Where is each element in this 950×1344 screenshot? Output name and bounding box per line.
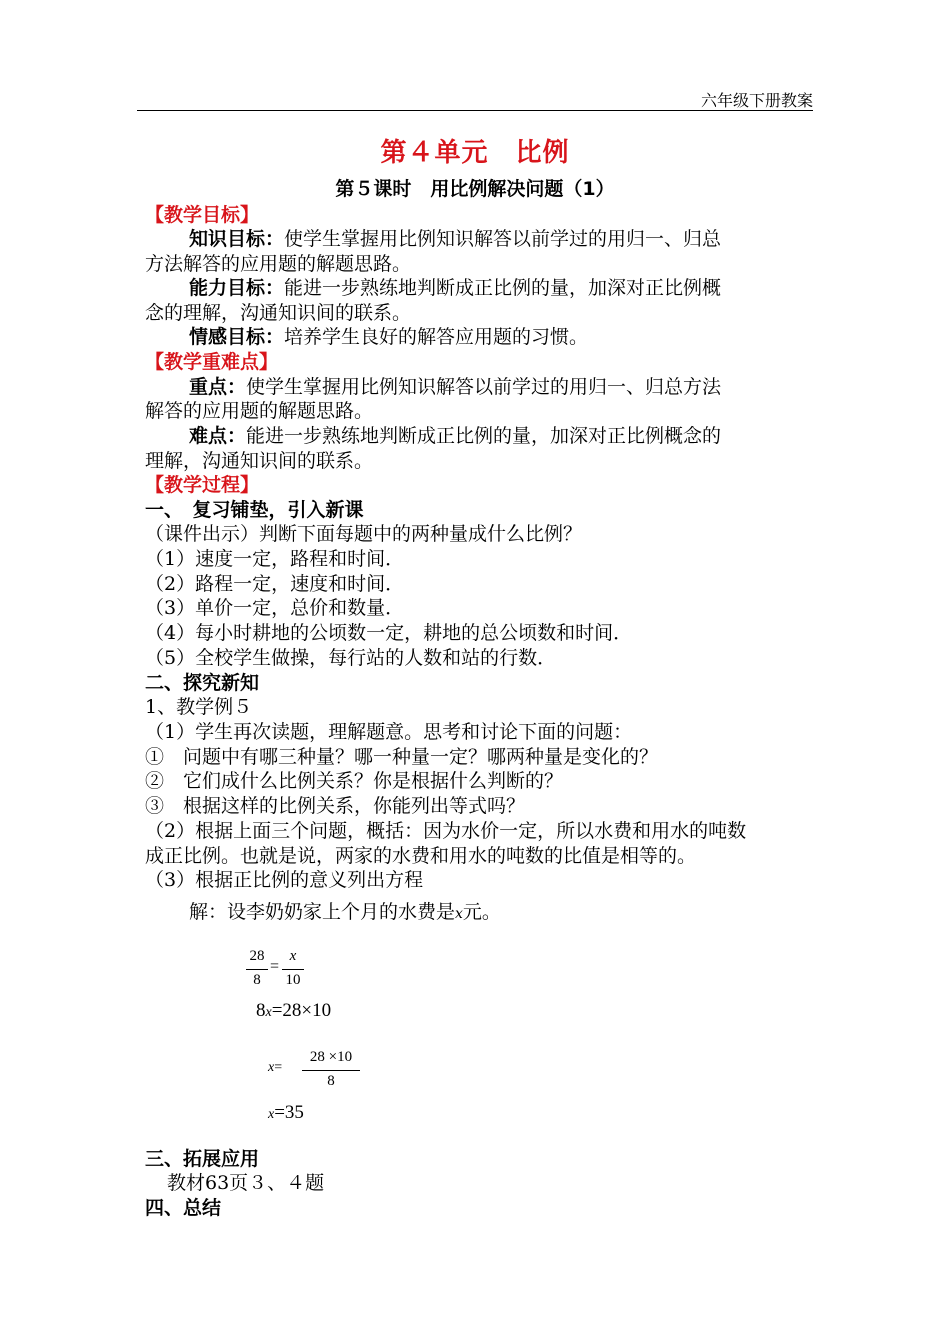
ability-goal-cont: 念的理解，沟通知识间的联系。 xyxy=(145,302,412,324)
step2-text: （2）根据上面三个问题，概括：因为水价一定，所以水费和用水的吨数 xyxy=(145,820,747,842)
difficulty-point-cont: 理解，沟通知识间的联系。 xyxy=(145,450,374,472)
ability-goal-label: 能力目标： xyxy=(189,277,285,299)
eq3-variable: x xyxy=(268,1060,275,1075)
eq2-right: =28×10 xyxy=(271,1000,332,1021)
eq4-right: =35 xyxy=(274,1102,304,1123)
eq3-equals: = xyxy=(274,1060,283,1075)
focus-text: 使学生掌握用比例知识解答以前学过的用归一、归总方法 xyxy=(246,376,722,398)
example-title: 1、教学例５ xyxy=(145,696,253,718)
question-item: ③ 根据这样的比例关系，你能列出等式吗？ xyxy=(145,795,526,817)
lesson-title: 第５课时 用比例解决问题（1） xyxy=(335,178,615,200)
knowledge-goal-label: 知识目标： xyxy=(189,228,285,250)
review-item: （3）单价一定，总价和数量． xyxy=(145,597,405,619)
eq2-variable: x xyxy=(265,1005,272,1020)
review-item: （2）路程一定，速度和时间． xyxy=(145,573,405,595)
solution-line xyxy=(189,900,501,926)
eq3-denominator: 8 xyxy=(327,1073,335,1089)
goals-heading: 【教学目标】 xyxy=(145,204,260,226)
eq2-coefficient: 8 xyxy=(256,1000,266,1021)
eq1-right-denominator: 10 xyxy=(285,972,301,988)
review-item: （1）速度一定，路程和时间． xyxy=(145,548,405,570)
unit-title: 第４单元 比例 xyxy=(380,138,570,168)
section1-title: 一、 复习铺垫，引入新课 xyxy=(145,499,364,521)
section4-title: 四、总结 xyxy=(145,1197,222,1219)
ability-goal xyxy=(189,276,721,300)
eq1-right-bar xyxy=(282,969,304,970)
section1-intro: （课件出示）判断下面每题中的两种量成什么比例？ xyxy=(145,523,583,545)
solution-pre: 解：设李奶奶家上个月的水费是 xyxy=(189,901,456,923)
question-item: ① 问题中有哪三种量？哪一种量一定？哪两种量是变化的？ xyxy=(145,746,659,768)
step3-text: （3）根据正比例的意义列出方程 xyxy=(145,869,424,891)
review-item: （5）全校学生做操，每行站的人数和站的行数． xyxy=(145,647,557,669)
equation-result xyxy=(268,1102,304,1124)
knowledge-goal-text: 使学生掌握用比例知识解答以前学过的用归一、归总 xyxy=(284,228,722,250)
step1-text: （1）学生再次读题，理解题意。思考和讨论下面的问题： xyxy=(145,721,633,743)
solution-post: 元。 xyxy=(462,901,501,923)
review-item: （4）每小时耕地的公顷数一定，耕地的总公顷数和时间． xyxy=(145,622,633,644)
process-heading: 【教学过程】 xyxy=(145,474,260,496)
eq1-equals: = xyxy=(270,958,280,975)
eq3-left xyxy=(268,1060,282,1076)
page-header xyxy=(137,86,813,111)
emotion-goal-label: 情感目标： xyxy=(189,326,285,348)
equation-multiply xyxy=(256,1000,331,1022)
difficulty-point xyxy=(189,424,721,448)
eq1-left-numerator: 28 xyxy=(249,948,265,964)
solution-variable: x xyxy=(455,906,463,922)
section3-text: 教材63页３、４题 xyxy=(167,1172,325,1194)
header-text: 六年级下册教案 xyxy=(700,91,813,110)
difficulty-text: 能进一步熟练地判断成正比例的量，加深对正比例概念的 xyxy=(246,425,722,447)
eq3-numerator: 28 ×10 xyxy=(309,1049,353,1065)
focus-point xyxy=(189,375,721,399)
section2-title: 二、探究新知 xyxy=(145,672,260,694)
ability-goal-text: 能进一步熟练地判断成正比例的量，加深对正比例概 xyxy=(284,277,722,299)
eq1-left-bar xyxy=(246,969,268,970)
step2-text-cont: 成正比例。也就是说，两家的水费和用水的吨数的比值是相等的。 xyxy=(145,845,697,867)
knowledge-goal-cont: 方法解答的应用题的解题思路。 xyxy=(145,253,412,275)
knowledge-goal xyxy=(189,227,721,251)
question-item: ② 它们成什么比例关系？你是根据什么判断的？ xyxy=(145,770,564,792)
emotion-goal-text: 培养学生良好的解答应用题的习惯。 xyxy=(284,326,589,348)
eq3-bar xyxy=(302,1070,360,1071)
eq1-left-denominator: 8 xyxy=(253,972,261,988)
difficulty-label: 难点： xyxy=(189,425,247,447)
focus-label: 重点： xyxy=(189,376,247,398)
eq1-right-numerator: x xyxy=(289,948,297,964)
eq4-variable: x xyxy=(268,1107,275,1122)
emotion-goal xyxy=(189,325,588,349)
focus-point-cont: 解答的应用题的解题思路。 xyxy=(145,400,374,422)
keypoints-heading: 【教学重难点】 xyxy=(145,351,279,373)
section3-title: 三、拓展应用 xyxy=(145,1148,260,1170)
